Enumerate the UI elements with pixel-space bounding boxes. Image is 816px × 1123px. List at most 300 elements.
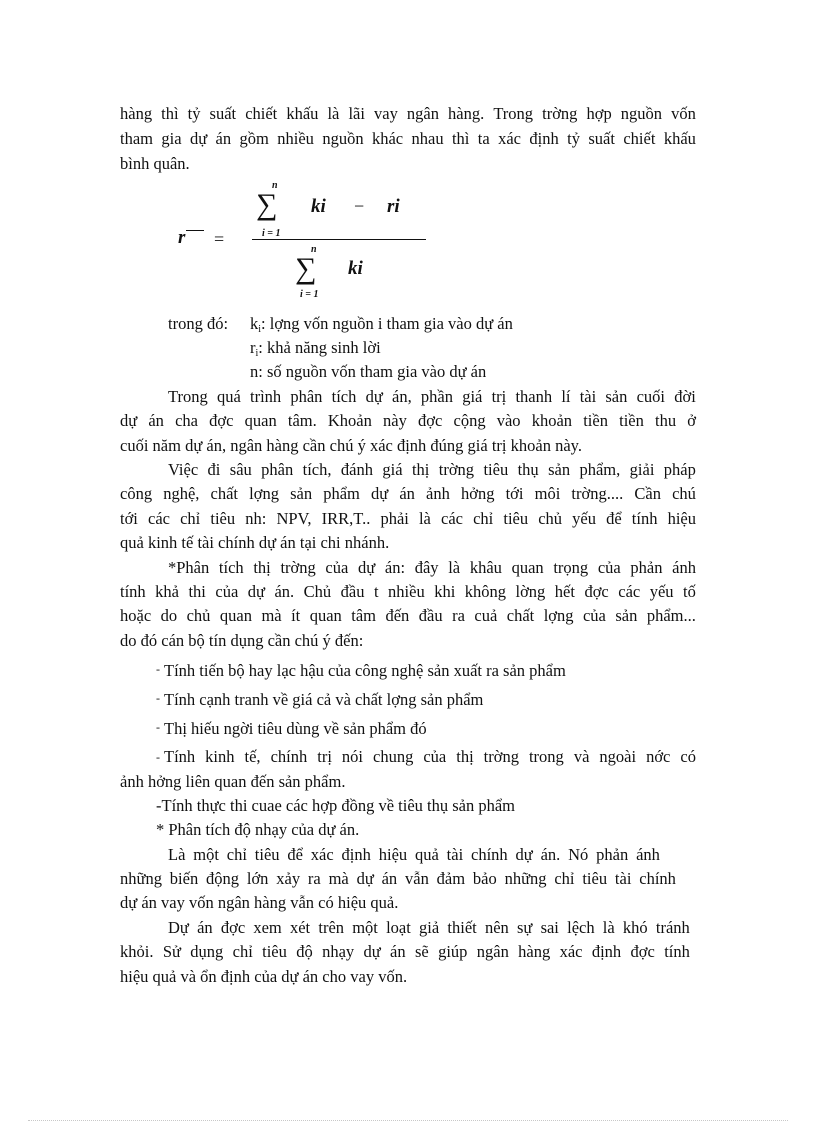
word: Trong: [168, 387, 208, 406]
para4-line2: [120, 581, 696, 603]
word: tiêu: [503, 509, 529, 528]
word: môi: [534, 484, 561, 503]
word: đảm: [436, 869, 466, 888]
word: khấu: [286, 104, 319, 123]
bullet-mark-2: -: [156, 691, 160, 705]
word: sản: [290, 484, 313, 503]
word: hết: [554, 582, 575, 601]
word: tham: [120, 129, 153, 148]
word: tích,: [302, 460, 332, 479]
word: nói: [341, 747, 363, 766]
word: đến: [385, 606, 410, 625]
word: đời: [674, 387, 696, 406]
word: tài: [446, 845, 464, 864]
para6-line3: hiệu quả và ổn định của dự án cho vay vốn.: [120, 967, 408, 986]
numerator-ri: ri: [387, 196, 400, 217]
word: sẽ: [414, 942, 429, 961]
word: ta: [477, 129, 490, 148]
word: phẩm...: [646, 606, 696, 625]
word: tài: [579, 387, 597, 406]
word: đây: [414, 558, 439, 577]
word: trị: [317, 747, 332, 766]
para1-line3: bình quân.: [120, 154, 190, 173]
word: chú: [672, 484, 696, 503]
def-k-text: : lợng vốn nguồn i tham gia vào dự án: [261, 314, 513, 333]
word: ánh: [672, 558, 696, 577]
para5-line3: dự án vay vốn ngân hàng vẫn có hiệu quả.: [120, 893, 399, 912]
word: trờng: [438, 460, 475, 479]
word: t: [373, 582, 379, 601]
formula-equals: =: [214, 229, 225, 249]
word: nhạy: [322, 942, 355, 961]
word: hiệu: [378, 845, 408, 864]
word: án: [381, 869, 398, 888]
word: trờng: [483, 747, 519, 766]
word: hợp: [586, 104, 612, 123]
fraction-bar: [252, 239, 426, 240]
word: trọng: [553, 558, 589, 577]
word: thanh: [515, 387, 553, 406]
word: các: [441, 509, 463, 528]
word: suất: [209, 104, 237, 123]
word: của: [423, 747, 447, 766]
word: ngân: [476, 942, 509, 961]
word: án.: [540, 845, 561, 864]
word: lờng: [515, 582, 546, 601]
para2-line1: [168, 386, 696, 408]
word: là: [418, 509, 431, 528]
word: của: [325, 558, 349, 577]
word: thì: [451, 129, 470, 148]
word: những: [504, 869, 547, 888]
word: đợc: [630, 942, 655, 961]
word: nhau: [411, 129, 444, 148]
defs-label: trong đó:: [168, 314, 229, 333]
word: trờng: [542, 104, 578, 123]
para1-line1: [120, 103, 696, 125]
word: và: [573, 747, 590, 766]
word: quan: [219, 606, 252, 625]
word: chất: [506, 606, 535, 625]
word: dự: [356, 869, 374, 888]
word: mà: [328, 869, 349, 888]
word: dự: [371, 484, 389, 503]
word: chỉ: [473, 509, 494, 528]
word: chung: [373, 747, 414, 766]
word: sản: [548, 460, 571, 479]
word: lợng: [543, 606, 574, 625]
word: giúp: [438, 942, 468, 961]
word: dự: [247, 582, 265, 601]
para2-line3: cuối năm dự án, ngân hàng cần chú ý xác định đúng giá trị khoản này.: [120, 436, 582, 455]
word: án: [215, 129, 232, 148]
word: Sử: [162, 942, 181, 961]
word: vay: [374, 104, 398, 123]
def-r-sub: i: [255, 348, 259, 359]
word: bảo: [472, 869, 497, 888]
word: tâm.: [287, 411, 317, 430]
word: đi: [207, 460, 221, 479]
word: do: [160, 606, 178, 625]
word: dự: [358, 558, 376, 577]
word: hàng: [518, 942, 551, 961]
word: các: [618, 582, 641, 601]
word: án: [390, 942, 406, 961]
word: biến: [169, 869, 199, 888]
word: phân: [261, 460, 294, 479]
sensitivity-heading: * Phân tích độ nhạy của dự án.: [156, 820, 360, 839]
word: một: [352, 918, 378, 937]
word: hàng: [120, 104, 153, 123]
word: thị: [456, 747, 474, 766]
word: NPV,: [276, 509, 312, 528]
word: yếu: [649, 582, 674, 601]
word: án: [148, 411, 164, 430]
word: Nó: [568, 845, 589, 864]
word: chỉ: [226, 845, 247, 864]
word: tính: [664, 942, 690, 961]
word: công: [120, 484, 153, 503]
word: Là: [168, 845, 186, 864]
word: cuả: [474, 606, 498, 625]
word: thi: [188, 582, 206, 601]
word: án,: [392, 387, 412, 406]
word: trờng: [280, 558, 316, 577]
word: ra: [452, 606, 465, 625]
word: quan: [244, 411, 277, 430]
para2-line2: [120, 410, 696, 432]
word: thì: [161, 104, 179, 123]
word: cuối: [636, 387, 666, 406]
word: gồm: [239, 129, 269, 148]
word: chính: [639, 869, 676, 888]
bullet-text-1: Tính tiến bộ hay lạc hậu của công nghệ sản xuất ra sản phẩm: [164, 661, 566, 680]
para3-line2: [120, 483, 696, 505]
word: sâu: [229, 460, 252, 479]
word: dự: [365, 387, 383, 406]
word: khấu: [663, 129, 696, 148]
word: là: [327, 104, 340, 123]
para3-line4: quả kinh tế tài chính dự án tại chi nhánh.: [120, 533, 390, 552]
word: yếu: [572, 509, 596, 528]
word: đợc: [209, 411, 234, 430]
word: phẩm: [323, 484, 360, 503]
word: này: [383, 411, 407, 430]
word: ở: [687, 411, 696, 430]
numerator-ki: ki: [311, 196, 326, 217]
word: đánh: [340, 460, 373, 479]
page-bottom-divider: [28, 1120, 788, 1121]
word: khác: [371, 129, 404, 148]
word: hởng: [460, 484, 495, 503]
word: quan: [511, 558, 544, 577]
word: sai: [540, 918, 559, 937]
word: nhiều: [388, 582, 425, 601]
word: khó: [622, 918, 648, 937]
word: chiết: [245, 104, 278, 123]
word: nên: [484, 918, 509, 937]
word: hàng.: [448, 104, 485, 123]
word: tới: [120, 509, 138, 528]
bullet-mark-4: -: [156, 750, 160, 764]
word: quan: [309, 606, 342, 625]
word: gia: [161, 129, 182, 148]
word: phẩm,: [579, 460, 621, 479]
word: khâu: [469, 558, 502, 577]
word: tích: [218, 558, 244, 577]
word: trong: [528, 747, 564, 766]
word: trờng....: [571, 484, 624, 503]
word: ngoài: [599, 747, 637, 766]
word: trị: [491, 387, 507, 406]
word: trên: [318, 918, 345, 937]
word: để: [606, 509, 622, 528]
word: thu: [655, 411, 677, 430]
bullet-item-4-cont: ảnh hởng liên quan đến sản phẩm.: [120, 772, 346, 791]
word: chỉ: [232, 942, 253, 961]
word: tích: [331, 387, 357, 406]
word: nhiều: [277, 129, 314, 148]
word: lãi: [348, 104, 365, 123]
word: ít: [291, 606, 301, 625]
word: là: [602, 918, 615, 937]
word: tránh: [655, 918, 690, 937]
word: tài: [614, 869, 632, 888]
word: tỷ: [187, 104, 201, 123]
word: dự: [120, 411, 138, 430]
word: phần: [420, 387, 453, 406]
bullet-item-3: [156, 716, 427, 740]
word: án:: [384, 558, 406, 577]
word: nh:: [245, 509, 267, 528]
word: xác: [559, 942, 583, 961]
word: tỷ: [567, 129, 580, 148]
word: ánh: [636, 845, 660, 864]
word: Dự: [168, 918, 189, 937]
word: có: [680, 747, 696, 766]
word: hoặc: [120, 606, 152, 625]
word: phân: [290, 387, 323, 406]
word: vốn: [671, 104, 696, 123]
def-r-text: : khả năng sinh lời: [258, 338, 381, 357]
word: cha: [175, 411, 198, 430]
word: của: [215, 582, 239, 601]
word: xét: [289, 918, 311, 937]
word: động: [206, 869, 240, 888]
word: phản: [596, 845, 629, 864]
word: ra: [307, 869, 321, 888]
word: nguồn: [322, 129, 364, 148]
word: tính: [631, 509, 658, 528]
word: để: [287, 845, 303, 864]
word: đợc: [584, 582, 609, 601]
def-n: n: số nguồn vốn tham gia vào dự án: [250, 362, 487, 381]
word: án: [399, 484, 415, 503]
word: án.: [274, 582, 295, 601]
denominator-sum-icon: ∑: [295, 252, 317, 285]
word: các: [148, 509, 170, 528]
para4-line4: do đó cán bộ tín dụng cần chú ý đến:: [120, 631, 364, 650]
word: *Phân: [168, 558, 210, 577]
word: Trong: [493, 104, 534, 123]
word: Chủ: [303, 582, 332, 601]
word: giá: [462, 387, 483, 406]
word: khoản: [531, 411, 573, 430]
word: ảnh: [426, 484, 450, 503]
word: của: [597, 558, 621, 577]
word: tiền: [583, 411, 608, 430]
word: tâm: [351, 606, 377, 625]
word: phải: [380, 509, 409, 528]
denominator-sum-upper: n: [311, 244, 317, 255]
word: lí: [561, 387, 571, 406]
word: phản: [630, 558, 663, 577]
word: IRR,T..: [321, 509, 371, 528]
word: Việc: [168, 460, 199, 479]
word: dụng: [190, 942, 224, 961]
numerator-sum-upper: n: [272, 180, 278, 191]
word: chủ: [186, 606, 211, 625]
def-k-var: k: [250, 314, 259, 333]
word: tính: [120, 582, 146, 601]
word: định: [341, 845, 371, 864]
contracts-line: -Tính thực thi cuae các hợp đồng về tiêu thụ sản phẩm: [156, 796, 516, 815]
word: lệch: [567, 918, 595, 937]
word: đợc: [418, 411, 443, 430]
word: giải: [629, 460, 655, 479]
bullet-mark-1: -: [156, 662, 160, 676]
word: lợng: [249, 484, 279, 503]
def-k-sub: i: [258, 324, 262, 335]
word: pháp: [663, 460, 696, 479]
word: kinh: [205, 747, 235, 766]
word: trình: [249, 387, 282, 406]
numerator-sum-lower: i = 1: [262, 228, 281, 239]
word: quả: [415, 845, 439, 864]
word: nớc: [646, 747, 671, 766]
numerator-sum-icon: ∑: [256, 188, 278, 221]
bullet-mark-3: -: [156, 720, 160, 734]
word: độ: [296, 942, 313, 961]
word: chiết: [623, 129, 656, 148]
word: quá: [216, 387, 241, 406]
word: tiêu: [254, 845, 280, 864]
para6-line1: [168, 917, 690, 939]
word: thụ: [517, 460, 539, 479]
word: định: [591, 942, 622, 961]
word: vẫn: [405, 869, 429, 888]
word: thiết: [447, 918, 477, 937]
word: khả: [155, 582, 179, 601]
word: nghệ,: [163, 484, 200, 503]
word: tiêu: [210, 509, 236, 528]
para4-line1: [168, 557, 696, 579]
word: tiêu: [483, 460, 509, 479]
bullet-text-2: Tính cạnh tranh về giá cả và chất lợng sản phẩm: [164, 690, 484, 709]
word: sản: [615, 606, 638, 625]
word: dự: [363, 942, 381, 961]
bullet-text-4: [164, 746, 696, 768]
word: một: [193, 845, 219, 864]
para1-line2: [120, 128, 696, 150]
word: hiệu: [667, 509, 696, 528]
word: chỉ: [554, 869, 575, 888]
word: khi: [434, 582, 456, 601]
word: tiêu: [262, 942, 287, 961]
formula-lhs-bar: [186, 230, 204, 231]
word: Cần: [634, 484, 661, 503]
para3-line1: [168, 459, 696, 481]
def-r-var: r: [250, 338, 256, 357]
word: xem: [253, 918, 282, 937]
bullet-item-4: [156, 746, 696, 768]
word: tố: [683, 582, 696, 601]
word: dự: [515, 845, 533, 864]
word: tế,: [244, 747, 261, 766]
word: Tính: [164, 747, 196, 766]
word: chủ: [538, 509, 563, 528]
denominator-ki: ki: [348, 258, 363, 279]
word: không: [464, 582, 507, 601]
word: thị: [411, 460, 430, 479]
bullet-text-3: Thị hiếu ngời tiêu dùng về sản phẩm đó: [164, 719, 427, 738]
word: chỉ: [180, 509, 201, 528]
word: của: [582, 606, 606, 625]
word: án: [197, 918, 213, 937]
word: ngân: [406, 104, 439, 123]
word: dự: [189, 129, 208, 148]
word: giá: [382, 460, 403, 479]
word: đầu: [418, 606, 443, 625]
word: tiêu: [582, 869, 608, 888]
word: khỏi.: [120, 942, 154, 961]
word: xảy: [276, 869, 301, 888]
word: là: [448, 558, 461, 577]
word: mà: [261, 606, 282, 625]
word: thị: [253, 558, 271, 577]
word: sản: [605, 387, 628, 406]
word: xác: [310, 845, 334, 864]
word: tiền: [619, 411, 644, 430]
word: nguồn: [620, 104, 663, 123]
word: sự: [516, 918, 533, 937]
formula-lhs: r: [178, 227, 186, 248]
word: loạt: [386, 918, 411, 937]
numerator-minus: −: [354, 196, 365, 216]
word: tới: [505, 484, 524, 503]
word: xác: [498, 129, 521, 148]
word: đợc: [220, 918, 246, 937]
para5-line1: [168, 844, 660, 866]
word: chính: [471, 845, 508, 864]
word: giả: [419, 918, 440, 937]
denominator-sum-lower: i = 1: [300, 289, 319, 300]
word: suất: [588, 129, 615, 148]
bullet-item-2: [156, 687, 483, 711]
word: lớn: [246, 869, 269, 888]
word: định: [529, 129, 559, 148]
word: chính: [270, 747, 308, 766]
word: vào: [496, 411, 521, 430]
word: Khoản: [327, 411, 372, 430]
word: chất: [210, 484, 239, 503]
word: cộng: [453, 411, 486, 430]
word: những: [120, 869, 162, 888]
para3-line3: [120, 508, 696, 530]
para6-line2: [120, 941, 690, 963]
bullet-item-1: [156, 658, 566, 682]
para5-line2: [120, 868, 676, 890]
